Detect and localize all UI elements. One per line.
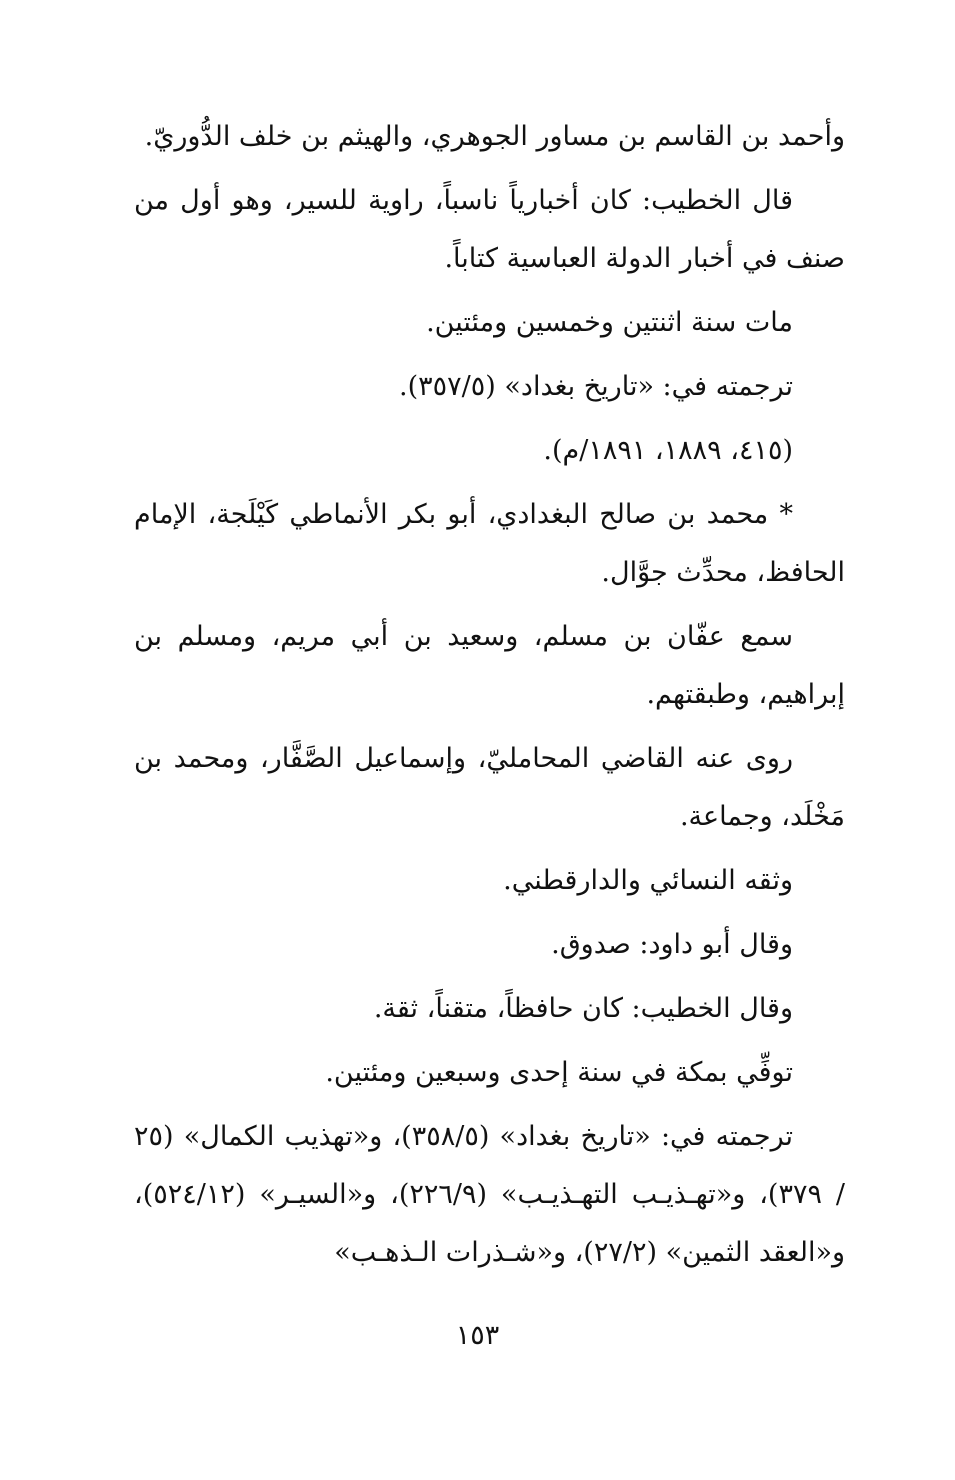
paragraph-index-numbers: (٤١٥، ١٨٨٩، ١٨٩١/م). bbox=[543, 435, 793, 466]
paragraph-death-year: مات سنة اثنتين وخمسين ومئتين. bbox=[426, 307, 793, 338]
paragraph-nasai: وثقه النسائي والدارقطني. bbox=[503, 865, 793, 896]
page-number: ١٥٣ bbox=[455, 1320, 500, 1351]
paragraph-death-place: توفِّي بمكة في سنة إحدى وسبعين ومئتين. bbox=[325, 1057, 793, 1088]
paragraph-teachers: سمع عفّان بن مسلم، وسعيد بن أبي مريم، ومسلم بن إبراهيم، وطبقتهم. bbox=[134, 621, 845, 710]
paragraph-continuation: وأحمد بن القاسم بن مساور الجوهري، والهيثم بن خلف الدُّوريّ. bbox=[144, 121, 845, 152]
paragraph-reference: ترجمته في: «تاريخ بغداد» (٣٥٧/٥). bbox=[399, 371, 793, 402]
paragraph-khatib-quote: قال الخطيب: كان أخبارياً ناسباً، راوية للسير، وهو أول من صنف في أخبار الدولة العباسية كتاباً. bbox=[134, 185, 845, 274]
paragraph-students: روى عنه القاضي المحامليّ، وإسماعيل الصَّفَّار، ومحمد بن مَخْلَد، وجماعة. bbox=[134, 743, 845, 832]
paragraph-entry-heading: * محمد بن صالح البغدادي، أبو بكر الأنماطي كَيْلَجة، الإمام الحافظ، محدِّث جوَّال. bbox=[134, 499, 845, 588]
paragraph-sources: ترجمته في: «تاريخ بغداد» (٣٥٨/٥)، و«تهذيب الكمال» (٢٥ / ٣٧٩)، و«تهـذيـب التهـذيـب» (٢٢٦/٩)، و«السيـر» (٥٢٤/١٢)، و«العقد الثمين» (٢٧/٢)، و«شـذرات الـذهـب» bbox=[134, 1121, 845, 1268]
paragraph-khatib-grade: وقال الخطيب: كان حافظاً، متقناً، ثقة. bbox=[373, 993, 793, 1024]
paragraph-abu-dawud: وقال أبو داود: صدوق. bbox=[551, 929, 793, 960]
page-body-text bbox=[134, 108, 845, 1288]
